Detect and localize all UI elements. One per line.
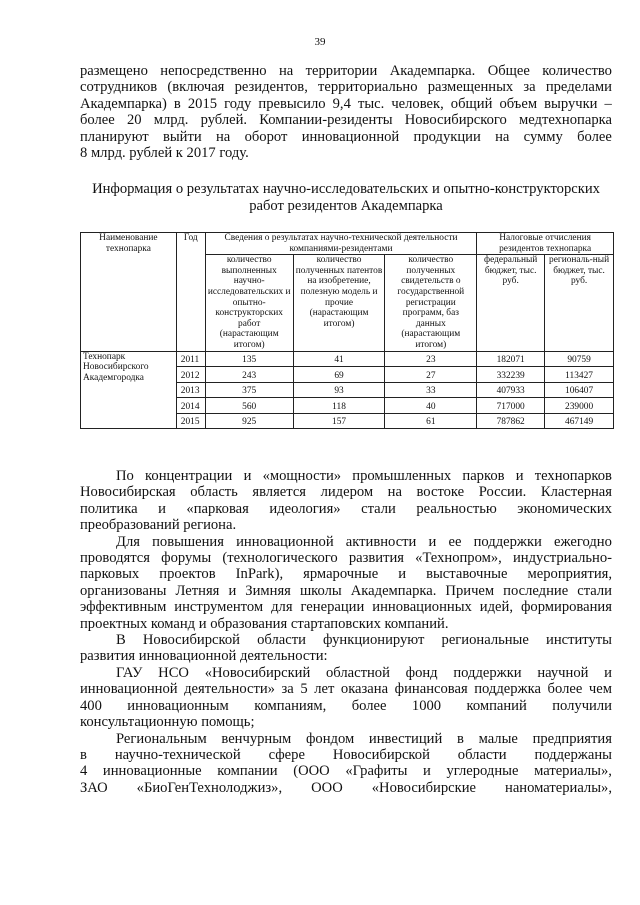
col-header-patents: количество полученных патентов на изобретение, полезную модель и прочие (нарастающим итогом): [293, 255, 385, 351]
text-line: [80, 484, 612, 500]
cell-year: 2014: [176, 398, 205, 414]
cell-rnd: 243: [205, 367, 293, 383]
word: 9,4: [332, 95, 351, 112]
word: –: [604, 95, 612, 112]
word: предприятия: [532, 730, 612, 747]
cell-patents: 93: [293, 382, 385, 398]
text-line: [80, 63, 612, 79]
cell-patents: 41: [293, 351, 385, 367]
text-line: проектных команд и образования стартаповских компаний.: [80, 615, 449, 632]
text-line: [80, 681, 612, 697]
word: генерации: [300, 599, 365, 616]
word: научно-технической: [114, 746, 241, 763]
group-header-research: Сведения о результатах научно-технической деятельности компаниями-резидентами: [205, 233, 476, 255]
word: проектов: [159, 566, 216, 583]
word: «мощности»: [262, 468, 342, 484]
word: «Графиты: [345, 763, 408, 780]
word: Академпарка): [80, 95, 167, 112]
word: чем: [588, 681, 612, 698]
word: «Новосибирский: [204, 664, 311, 681]
text-line: [80, 747, 612, 763]
word: область: [190, 484, 238, 501]
word: ЗАО: [80, 779, 108, 796]
word: научной: [537, 664, 589, 681]
word: венчурным: [221, 730, 292, 747]
word: рублей.: [200, 112, 248, 129]
word: идей,: [479, 599, 513, 616]
word: материалы»,: [534, 763, 612, 780]
word: млрд.: [153, 112, 189, 129]
word: общий: [450, 95, 493, 112]
word: за: [523, 79, 536, 96]
word: индустриально-: [512, 550, 612, 567]
park-name: Технопарк Новосибирского Академгородка: [81, 351, 177, 429]
text-line: [80, 583, 612, 599]
word: компании: [217, 763, 278, 780]
cell-federal: 182071: [477, 351, 545, 367]
word: концентрации: [145, 468, 233, 484]
word: и: [423, 763, 431, 780]
word: размещено: [80, 63, 148, 79]
cell-rnd: 135: [205, 351, 293, 367]
word: и: [158, 500, 166, 517]
word: на: [278, 63, 294, 79]
word: Региональным: [116, 730, 207, 747]
word: промышленных: [352, 468, 452, 484]
word: 20: [126, 112, 142, 129]
word: объем: [499, 95, 538, 112]
word: (включая: [167, 79, 225, 96]
results-table: [80, 232, 614, 429]
cell-federal: 407933: [477, 382, 545, 398]
word: ежегодно: [554, 533, 612, 550]
word: поддержаны: [534, 746, 612, 763]
text-line: [80, 780, 612, 796]
word: получили: [552, 697, 612, 714]
word: идеология»: [269, 500, 341, 517]
word: лет: [314, 681, 335, 698]
word: и: [228, 582, 237, 599]
word: «Новосибирские: [371, 779, 477, 796]
word: сфере: [268, 746, 305, 763]
word: в: [456, 730, 464, 747]
intro-paragraph: [80, 63, 612, 161]
word: более: [577, 128, 612, 145]
word: инновационные: [102, 763, 202, 780]
cell-certs: 27: [385, 367, 477, 383]
cell-regional: 106407: [545, 382, 614, 398]
cell-patents: 118: [293, 398, 385, 414]
word: году: [224, 95, 252, 112]
word: инновационной: [301, 128, 400, 145]
col-header-federal: федеральный бюджет, тыс. руб.: [477, 255, 545, 351]
word: человек,: [391, 95, 444, 112]
word: малые: [478, 730, 518, 747]
word: пределами: [545, 79, 612, 96]
word: более: [351, 697, 387, 714]
cell-federal: 717000: [477, 398, 545, 414]
cell-regional: 467149: [545, 413, 614, 429]
table-row: [81, 351, 614, 367]
word: за: [281, 681, 294, 698]
word: ярмарочные: [303, 566, 379, 583]
word: (ООО: [293, 763, 330, 780]
word: активности: [345, 533, 417, 550]
word: поддержка: [474, 681, 541, 698]
word: региональные: [441, 632, 529, 649]
word: областной: [326, 664, 390, 681]
word: 4: [80, 763, 88, 780]
word: экономических: [517, 500, 612, 517]
word: Компании-резиденты: [259, 112, 393, 129]
text-line: [80, 501, 612, 517]
word: формирования: [520, 599, 612, 616]
word: ее: [448, 533, 462, 550]
cell-rnd: 560: [205, 398, 293, 414]
word: 5: [300, 681, 308, 698]
cell-federal: 787862: [477, 413, 545, 429]
word: территориально: [318, 79, 418, 96]
text-line: [80, 632, 612, 648]
text-line: преобразований региона.: [80, 517, 237, 534]
word: 1000: [411, 697, 442, 714]
text-line: консультационную помощь;: [80, 714, 255, 731]
text-line: [80, 566, 612, 582]
word: Новосибирского: [404, 112, 507, 129]
word: размещенных: [427, 79, 514, 96]
cell-year: 2015: [176, 413, 205, 429]
word: организованы: [80, 582, 167, 599]
word: резидентов,: [234, 79, 308, 96]
word: более: [80, 112, 115, 129]
word: в: [173, 95, 181, 112]
word: количество: [542, 63, 612, 79]
word: и: [428, 533, 437, 550]
text-line: развития инновационной деятельности:: [80, 648, 328, 665]
word: форумы: [161, 550, 212, 567]
word: инновационной: [236, 533, 334, 550]
word: на: [495, 128, 510, 145]
word: территории: [305, 63, 378, 79]
text-line: 8 млрд. рублей к 2017 году.: [80, 145, 249, 162]
word: стали: [361, 500, 396, 517]
word: фондом: [305, 730, 355, 747]
text-line: [80, 534, 612, 550]
word: планируют: [80, 128, 149, 145]
text-line: [80, 731, 612, 747]
table-title: [80, 181, 612, 214]
text-line: [80, 550, 612, 566]
word: 400: [80, 697, 102, 714]
word: фонд: [405, 664, 438, 681]
word: «Технопром»,: [415, 550, 502, 567]
word: является: [252, 484, 307, 501]
text-line: [80, 79, 612, 95]
word: финансовая: [394, 681, 468, 698]
word: парков: [462, 468, 505, 484]
word: России.: [478, 484, 527, 501]
word: В: [116, 632, 126, 649]
word: Новосибирской: [332, 746, 430, 763]
text-line: [80, 698, 612, 714]
word: и: [243, 468, 252, 484]
cell-certs: 61: [385, 413, 477, 429]
word: Новосибирская: [80, 484, 176, 501]
word: поддержки: [473, 533, 542, 550]
page-number: 39: [314, 36, 326, 48]
text-line: [80, 665, 612, 681]
cell-year: 2012: [176, 367, 205, 383]
word: деятельности»: [184, 681, 275, 698]
word: поддержки: [453, 664, 522, 681]
word: и: [604, 664, 612, 681]
word: реальностью: [416, 500, 497, 517]
text-line: [80, 468, 612, 484]
word: «парковая: [186, 500, 249, 517]
word: сотрудников: [80, 79, 158, 96]
word: мероприятия,: [527, 566, 612, 583]
word: школы: [299, 582, 342, 599]
word: ООО: [311, 779, 343, 796]
word: политика: [80, 500, 138, 517]
word: проводятся: [80, 550, 150, 567]
text-line: [80, 96, 612, 112]
word: оказана: [340, 681, 389, 698]
cell-certs: 33: [385, 382, 477, 398]
cell-rnd: 925: [205, 413, 293, 429]
word: продукции: [413, 128, 481, 145]
word: Академпарка.: [389, 63, 476, 79]
body-text: [80, 468, 612, 796]
word: более: [547, 681, 583, 698]
word: повышения: [152, 533, 224, 550]
word: Для: [116, 533, 140, 550]
word: инструментом: [174, 599, 264, 616]
word: инвестиций: [368, 730, 443, 747]
word: «БиоГенТехнолоджиз»,: [136, 779, 283, 796]
text-line: [80, 112, 612, 128]
word: Причем: [445, 582, 495, 599]
word: на: [215, 128, 231, 145]
text-line: [80, 599, 612, 615]
word: эффективным: [80, 599, 167, 616]
group-header-tax: Налоговые отчисления резидентов технопарка: [477, 233, 614, 255]
cell-rnd: 375: [205, 382, 293, 398]
word: лидером: [320, 484, 374, 501]
word: выручки: [544, 95, 598, 112]
word: функционируют: [323, 632, 425, 649]
word: и: [515, 468, 524, 484]
word: превысило: [258, 95, 326, 112]
table-title-line: работ резидентов Академпарка: [249, 197, 443, 214]
col-header-regional: региональ-ный бюджет, тыс. руб.: [545, 255, 614, 351]
word: непосредственно: [160, 63, 267, 79]
cell-certs: 23: [385, 351, 477, 367]
word: институты: [546, 632, 612, 649]
word: Общее: [487, 63, 530, 79]
word: сумму: [523, 128, 563, 145]
word: Академпарка.: [350, 582, 437, 599]
col-header-name: Наименование технопарка: [81, 233, 177, 352]
word: и: [398, 566, 407, 583]
col-header-certs: количество полученных свидетельств о государственной регистрации программ, баз данных (нарастающим итогом): [385, 255, 477, 351]
word: инновационным: [127, 697, 229, 714]
word: (технологического: [222, 550, 338, 567]
word: развития: [348, 550, 404, 567]
cell-year: 2013: [176, 382, 205, 398]
word: области: [457, 746, 507, 763]
word: выставочные: [426, 566, 508, 583]
text-line: [80, 763, 612, 779]
word: тыс.: [357, 95, 385, 112]
word: на: [387, 484, 402, 501]
word: инновационных: [372, 599, 472, 616]
word: инновационной: [80, 681, 178, 698]
word: Новосибирской: [142, 632, 240, 649]
col-header-rnd: количество выполненных научно-исследовательских и опытно-конструкторских работ (нарастающим итогом): [205, 255, 293, 351]
cell-regional: 239000: [545, 398, 614, 414]
word: парковых: [80, 566, 140, 583]
word: технопарков: [534, 468, 612, 484]
cell-patents: 157: [293, 413, 385, 429]
word: стали: [577, 582, 612, 599]
word: медтехнопарка: [519, 112, 612, 129]
cell-regional: 90759: [545, 351, 614, 367]
col-header-year: Год: [176, 233, 205, 352]
word: InPark),: [235, 566, 284, 583]
cell-patents: 69: [293, 367, 385, 383]
word: в: [80, 746, 87, 763]
word: Кластерная: [540, 484, 612, 501]
text-line: [80, 129, 612, 145]
word: углеродные: [446, 763, 519, 780]
cell-year: 2011: [176, 351, 205, 367]
word: ГАУ: [116, 664, 143, 681]
word: оборот: [244, 128, 288, 145]
cell-federal: 332239: [477, 367, 545, 383]
word: НСО: [158, 664, 189, 681]
word: востоке: [416, 484, 465, 501]
word: области: [257, 632, 306, 649]
table-title-line: Информация о результатах научно-исследовательских и опытно-конструкторских: [92, 181, 600, 197]
word: выйти: [162, 128, 202, 145]
word: компаний: [466, 697, 527, 714]
word: последние: [503, 582, 569, 599]
word: Летняя: [175, 582, 220, 599]
word: По: [116, 468, 134, 484]
cell-certs: 40: [385, 398, 477, 414]
word: 2015: [187, 95, 218, 112]
word: Зимняя: [245, 582, 291, 599]
word: для: [271, 599, 293, 616]
word: компаниям,: [254, 697, 327, 714]
cell-regional: 113427: [545, 367, 614, 383]
word: наноматериалы»,: [505, 779, 612, 796]
